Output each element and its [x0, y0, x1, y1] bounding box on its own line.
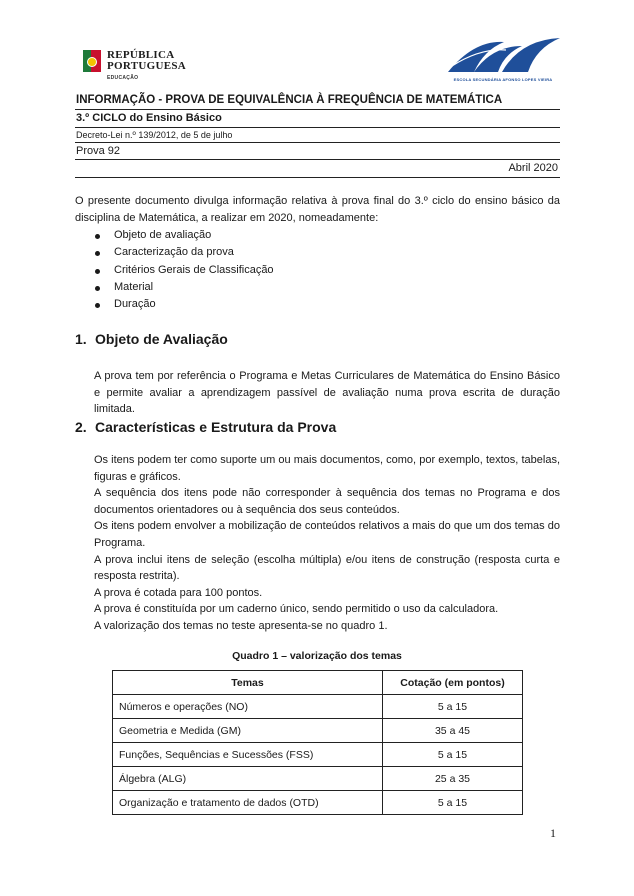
table-row	[113, 743, 523, 767]
table-header-cell: Temas	[113, 671, 383, 695]
document-title: INFORMAÇÃO - PROVA DE EQUIVALÊNCIA À FREQUÊNCIA DE MATEMÁTICA	[76, 94, 503, 106]
list-item: Caracterização da prova	[95, 244, 274, 261]
republica-portuguesa-logo	[83, 50, 186, 81]
table-cell: 5 a 15	[383, 743, 523, 767]
table-cell: Geometria e Medida (GM)	[113, 719, 383, 743]
themes-table	[112, 670, 523, 815]
list-item: Objeto de avaliação	[95, 227, 274, 244]
table-cell: 35 a 45	[383, 719, 523, 743]
table-cell: 5 a 15	[383, 791, 523, 815]
intro-paragraph: O presente documento divulga informação relativa à prova final do 3.º ciclo do ensino básico da disciplina de Matemática, a realizar em 2020, nomeadamente:	[75, 195, 560, 224]
table-row	[113, 695, 523, 719]
bullet-icon	[95, 303, 100, 308]
bullet-icon	[95, 286, 100, 291]
section2-paragraph: Os itens podem ter como suporte um ou mais documentos, como, por exemplo, textos, tabelas, figuras e gráficos.	[94, 454, 560, 483]
table-cell: 25 a 35	[383, 767, 523, 791]
table-cell: Funções, Sequências e Sucessões (FSS)	[113, 743, 383, 767]
table-cell: Álgebra (ALG)	[113, 767, 383, 791]
section-heading-objeto: 1. Objeto de Avaliação	[75, 331, 228, 347]
title-block	[75, 92, 560, 178]
date-divider	[75, 177, 560, 178]
portugal-flag-icon	[83, 50, 101, 72]
section2-paragraph: Os itens podem envolver a mobilização de conteúdos relativos a mais do que um dos temas do Programa.	[94, 520, 560, 549]
school-logo-caption: ESCOLA SECUNDÁRIA AFONSO LOPES VIEIRA	[453, 77, 553, 82]
exam-label: Prova 92	[76, 145, 121, 157]
gov-logo-line3: EDUCAÇÃO	[107, 75, 139, 81]
school-logo	[444, 32, 562, 88]
bullet-icon	[95, 234, 100, 239]
gov-logo-line1: REPÚBLICA	[107, 49, 175, 61]
section2-paragraph: A sequência dos itens pode não corresponder à sequência dos temas no Programa e dos documentos orientadores ou à sequência dos seus conteúdos.	[94, 487, 560, 516]
table-cell: 5 a 15	[383, 695, 523, 719]
section2-paragraph: A prova inclui itens de seleção (escolha múltipla) e/ou itens de construção (resposta curta e resposta restrita).	[94, 553, 560, 583]
table-header-cell: Cotação (em pontos)	[383, 671, 523, 695]
table-header-row	[113, 671, 523, 695]
table-cell: Organização e tratamento de dados (OTD)	[113, 791, 383, 815]
gov-logo-line2: PORTUGUESA	[107, 60, 187, 72]
document-date: Abril 2020	[508, 162, 558, 174]
list-item: Critérios Gerais de Classificação	[95, 262, 274, 279]
table-row	[113, 719, 523, 743]
table-row	[113, 767, 523, 791]
section2-paragraph: A prova é cotada para 100 pontos.	[94, 586, 263, 599]
bullet-icon	[95, 251, 100, 256]
decree-label: Decreto-Lei n.º 139/2012, de 5 de julho	[76, 130, 233, 140]
list-item: Material	[95, 279, 274, 296]
cycle-label: 3.º CICLO do Ensino Básico	[76, 112, 222, 124]
section2-paragraphs	[94, 452, 560, 635]
list-item: Duração	[95, 296, 274, 313]
section-heading-caracteristicas: 2. Características e Estrutura da Prova	[75, 419, 337, 435]
table-row	[113, 791, 523, 815]
section2-paragraph: A valorização dos temas no teste apresenta-se no quadro 1.	[94, 619, 388, 632]
bullet-icon	[95, 269, 100, 274]
section1-paragraph: A prova tem por referência o Programa e Metas Curriculares de Matemática do Ensino Básico e permite avaliar a aprendizagem passível de avaliação numa prova escrita de duração limitada.	[94, 370, 560, 416]
table-cell: Números e operações (NO)	[113, 695, 383, 719]
section2-paragraph: A prova é constituída por um caderno único, sendo permitido o uso da calculadora.	[94, 603, 499, 616]
intro-bullet-list	[95, 227, 274, 313]
table-caption: Quadro 1 – valorização dos temas	[232, 650, 402, 662]
page-number: 1	[550, 826, 556, 840]
school-arcs-icon	[444, 32, 562, 78]
